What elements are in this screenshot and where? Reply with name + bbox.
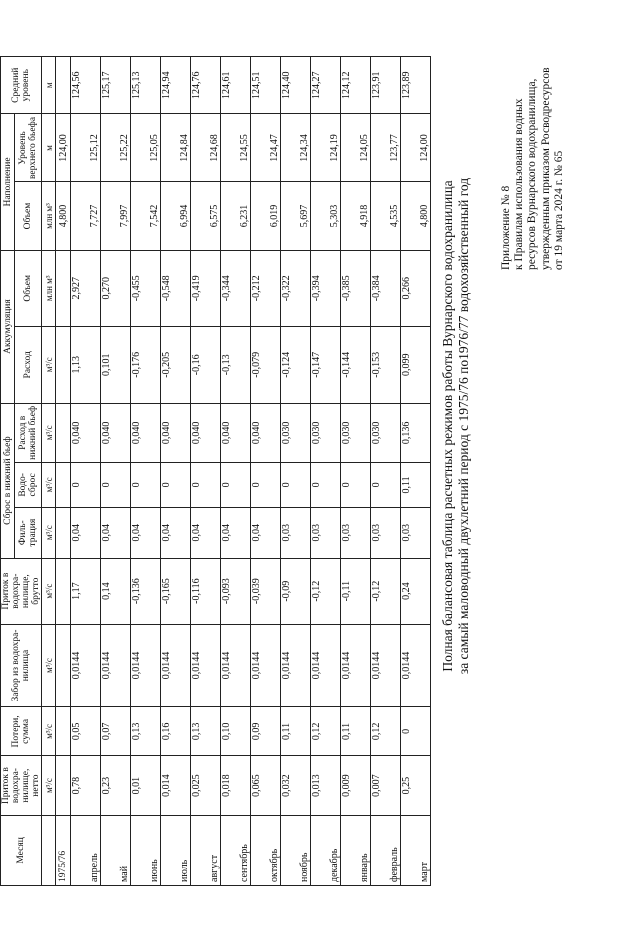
year-label: 1975/76	[56, 815, 71, 885]
appendix-line: от 19 марта 2024 г. № 65	[552, 150, 565, 270]
appendix-line: Приложение № 8	[500, 185, 512, 270]
header-inflow-net: Приток в водохра-нилище, нетто	[1, 756, 42, 816]
units-cell: м	[42, 57, 56, 114]
cell-month: декабрь	[311, 815, 341, 885]
units-cell: м³/с	[42, 756, 56, 816]
cell-upper-level: 124,84	[161, 114, 191, 182]
cell-inflow-net: 0,23	[101, 756, 131, 816]
units-row	[42, 57, 56, 886]
cell-upper-level: 125,22	[101, 114, 131, 182]
header-filtration: Филь-трация	[15, 507, 42, 558]
cell-withdrawal: 0,0144	[191, 624, 221, 707]
table-row	[131, 57, 161, 886]
cell-upper-level: 125,12	[71, 114, 101, 182]
cell-accum-volume: -0,322	[281, 250, 311, 327]
header-fill-group: Наполнение	[1, 114, 15, 250]
cell-withdrawal: 0,0144	[401, 624, 431, 707]
header-flow-lower: Расход в нижний бьеф	[15, 403, 42, 463]
cell-filtration: 0,04	[131, 507, 161, 558]
balance-table-wrapper	[0, 56, 432, 886]
cell-accum-flow: -0,147	[311, 327, 341, 404]
cell-month: март	[401, 815, 431, 885]
cell-accum-flow: -0,153	[371, 327, 401, 404]
cell-inflow-net: 0,013	[311, 756, 341, 816]
cell-avg-level: 124,40	[281, 57, 311, 114]
title-line-1: Полная балансовая таблица расчетных режимов работы Вурнарского водохранилища	[440, 180, 455, 672]
table-row	[221, 57, 251, 886]
cell-filtration: 0,04	[191, 507, 221, 558]
cell-inflow-net: 0,78	[71, 756, 101, 816]
cell-upper-level: 124,47	[251, 114, 281, 182]
cell-losses: 0,11	[281, 707, 311, 756]
cell-accum-volume: -0,385	[341, 250, 371, 327]
header-inflow-gross: Приток в водохра-нилище, брутто	[1, 558, 42, 624]
cell-inflow-net: 0,018	[221, 756, 251, 816]
appendix-line: к Правилам использования водных	[513, 98, 526, 270]
header-avg-level: Средний уровень	[1, 57, 42, 114]
cell-flow-lower: 0,030	[281, 403, 311, 463]
cell-upper-level: 125,05	[131, 114, 161, 182]
header-accum-flow: Расход	[15, 327, 42, 404]
header-upper-level: Уровень верхнего бьефа	[15, 114, 42, 182]
cell-inflow-gross: 0,14	[101, 558, 131, 624]
cell-fill-volume: 6,994	[161, 182, 191, 250]
cell-filtration: 0,04	[251, 507, 281, 558]
cell-month: октябрь	[251, 815, 281, 885]
cell-flow-lower: 0,136	[401, 403, 431, 463]
header-row-1	[1, 57, 15, 886]
cell-flow-lower: 0,040	[221, 403, 251, 463]
cell-inflow-gross: -0,039	[251, 558, 281, 624]
units-cell: м³/с	[42, 403, 56, 463]
cell-spillway: 0	[131, 463, 161, 508]
cell-losses: 0,10	[221, 707, 251, 756]
cell-accum-volume: -0,455	[131, 250, 161, 327]
cell-inflow-gross: -0,093	[221, 558, 251, 624]
cell-inflow-gross: 1,17	[71, 558, 101, 624]
cell-withdrawal: 0,0144	[281, 624, 311, 707]
cell-withdrawal: 0,0144	[221, 624, 251, 707]
table-row	[401, 57, 431, 886]
units-cell: млн м³	[42, 250, 56, 327]
cell-accum-flow: -0,144	[341, 327, 371, 404]
cell-avg-level: 125,13	[131, 57, 161, 114]
cell-inflow-net: 0,25	[401, 756, 431, 816]
cell-avg-level: 124,51	[251, 57, 281, 114]
cell-flow-lower: 0,040	[71, 403, 101, 463]
cell-inflow-gross: -0,165	[161, 558, 191, 624]
cell-losses: 0,09	[251, 707, 281, 756]
cell-accum-volume: 2,927	[71, 250, 101, 327]
cell-fill-volume: 6,231	[221, 182, 251, 250]
header-fill-volume: Объем	[15, 182, 42, 250]
cell-month: апрель	[71, 815, 101, 885]
cell-inflow-net: 0,01	[131, 756, 161, 816]
cell-inflow-gross: -0,116	[191, 558, 221, 624]
cell-fill-volume: 6,019	[251, 182, 281, 250]
cell-month: август	[191, 815, 221, 885]
appendix-note	[500, 10, 566, 270]
cell-avg-level: 124,94	[161, 57, 191, 114]
cell-filtration: 0,03	[341, 507, 371, 558]
header-spillway: Водо-сброс	[15, 463, 42, 508]
units-cell: м³/с	[42, 558, 56, 624]
cell-accum-flow: -0,13	[221, 327, 251, 404]
cell-avg-level: 125,17	[101, 57, 131, 114]
cell-flow-lower: 0,040	[131, 403, 161, 463]
cell-avg-level: 123,89	[401, 57, 431, 114]
year-row	[56, 57, 71, 886]
cell-losses: 0	[401, 707, 431, 756]
cell-fill-volume: 4,800	[401, 182, 431, 250]
cell-filtration: 0,03	[401, 507, 431, 558]
cell-spillway: 0	[371, 463, 401, 508]
title-line-2: за самый маловодный двухлетний период с 1975/76 по1976/77 водохозяйственный год	[455, 177, 471, 675]
table-row	[341, 57, 371, 886]
cell-inflow-net: 0,025	[191, 756, 221, 816]
cell-filtration: 0,04	[101, 507, 131, 558]
table-row	[71, 57, 101, 886]
cell-avg-level: 123,91	[371, 57, 401, 114]
cell-month: февраль	[371, 815, 401, 885]
cell-spillway: 0	[251, 463, 281, 508]
cell-fill-volume: 7,542	[131, 182, 161, 250]
cell-month: сентябрь	[221, 815, 251, 885]
cell-avg-level: 124,12	[341, 57, 371, 114]
cell-accum-flow: 0,099	[401, 327, 431, 404]
cell-accum-flow: -0,176	[131, 327, 161, 404]
cell-spillway: 0	[221, 463, 251, 508]
cell-accum-flow: 0,101	[101, 327, 131, 404]
cell-accum-flow: -0,205	[161, 327, 191, 404]
cell-spillway: 0	[341, 463, 371, 508]
cell-withdrawal: 0,0144	[131, 624, 161, 707]
units-cell: м³/с	[42, 707, 56, 756]
document-title	[440, 76, 471, 776]
cell-spillway: 0	[161, 463, 191, 508]
cell-filtration: 0,04	[71, 507, 101, 558]
cell-filtration: 0,03	[311, 507, 341, 558]
cell-accum-flow: 1,13	[71, 327, 101, 404]
appendix-line: ресурсов Вурнарского водохранилища,	[526, 78, 539, 270]
cell-withdrawal: 0,0144	[71, 624, 101, 707]
table-row	[251, 57, 281, 886]
cell-upper-level: 124,05	[341, 114, 371, 182]
cell-month: июнь	[131, 815, 161, 885]
cell-filtration: 0,03	[371, 507, 401, 558]
cell-fill-volume: 4,535	[371, 182, 401, 250]
cell-fill-volume: 5,697	[281, 182, 311, 250]
cell-inflow-net: 0,009	[341, 756, 371, 816]
cell-upper-level: 124,19	[311, 114, 341, 182]
cell-accum-volume: 0,266	[401, 250, 431, 327]
appendix-line: утвержденным приказом Росводресурсов	[539, 67, 552, 270]
cell-inflow-gross: -0,11	[341, 558, 371, 624]
cell-fill-volume: 7,727	[71, 182, 101, 250]
cell-withdrawal: 0,0144	[341, 624, 371, 707]
cell-avg-level: 124,27	[311, 57, 341, 114]
cell-upper-level: 124,68	[191, 114, 221, 182]
cell-month: январь	[341, 815, 371, 885]
table-row	[191, 57, 221, 886]
cell-withdrawal: 0,0144	[251, 624, 281, 707]
cell-inflow-net: 0,065	[251, 756, 281, 816]
cell-flow-lower: 0,040	[101, 403, 131, 463]
cell-flow-lower: 0,030	[311, 403, 341, 463]
cell-inflow-gross: -0,136	[131, 558, 161, 624]
cell-filtration: 0,04	[161, 507, 191, 558]
cell-inflow-net: 0,032	[281, 756, 311, 816]
cell-withdrawal: 0,0144	[371, 624, 401, 707]
cell-inflow-net: 0,014	[161, 756, 191, 816]
cell-month: май	[101, 815, 131, 885]
cell-losses: 0,11	[341, 707, 371, 756]
header-month: Месяц	[1, 815, 42, 885]
cell-upper-level: 123,77	[371, 114, 401, 182]
header-accumulation-group: Аккумуляция	[1, 250, 15, 403]
header-discharge-group: Сброс в нижний бьеф	[1, 403, 15, 558]
cell-accum-volume: -0,548	[161, 250, 191, 327]
cell-month: ноябрь	[281, 815, 311, 885]
cell-losses: 0,13	[131, 707, 161, 756]
cell-inflow-gross: -0,12	[311, 558, 341, 624]
table-row	[311, 57, 341, 886]
cell-inflow-gross: 0,24	[401, 558, 431, 624]
initial-fill-volume: 4,800	[56, 182, 71, 250]
cell-accum-volume: -0,344	[221, 250, 251, 327]
cell-fill-volume: 4,918	[341, 182, 371, 250]
cell-accum-flow: -0,124	[281, 327, 311, 404]
header-withdrawal: Забор из водохра-нилища	[1, 624, 42, 707]
cell-accum-volume: -0,394	[311, 250, 341, 327]
cell-losses: 0,13	[191, 707, 221, 756]
table-row	[371, 57, 401, 886]
balance-table	[0, 56, 431, 886]
cell-withdrawal: 0,0144	[311, 624, 341, 707]
cell-accum-volume: -0,419	[191, 250, 221, 327]
cell-losses: 0,07	[101, 707, 131, 756]
cell-losses: 0,05	[71, 707, 101, 756]
cell-withdrawal: 0,0144	[101, 624, 131, 707]
cell-filtration: 0,03	[281, 507, 311, 558]
cell-upper-level: 124,34	[281, 114, 311, 182]
cell-filtration: 0,04	[221, 507, 251, 558]
table-row	[281, 57, 311, 886]
cell-spillway: 0,11	[401, 463, 431, 508]
cell-fill-volume: 5,303	[311, 182, 341, 250]
cell-inflow-gross: -0,12	[371, 558, 401, 624]
table-row	[161, 57, 191, 886]
units-cell: м³/с	[42, 507, 56, 558]
cell-spillway: 0	[71, 463, 101, 508]
header-losses: Потери, сумма	[1, 707, 42, 756]
cell-avg-level: 124,61	[221, 57, 251, 114]
units-cell: м³/с	[42, 463, 56, 508]
cell-flow-lower: 0,030	[371, 403, 401, 463]
cell-fill-volume: 6,575	[191, 182, 221, 250]
cell-flow-lower: 0,040	[191, 403, 221, 463]
units-cell: м³/с	[42, 327, 56, 404]
cell-flow-lower: 0,040	[161, 403, 191, 463]
cell-upper-level: 124,55	[221, 114, 251, 182]
cell-spillway: 0	[191, 463, 221, 508]
cell-losses: 0,16	[161, 707, 191, 756]
cell-fill-volume: 7,997	[101, 182, 131, 250]
cell-upper-level: 124,00	[401, 114, 431, 182]
cell-avg-level: 124,76	[191, 57, 221, 114]
cell-accum-flow: -0,16	[191, 327, 221, 404]
cell-inflow-gross: -0,09	[281, 558, 311, 624]
units-cell: млн м³	[42, 182, 56, 250]
cell-spillway: 0	[311, 463, 341, 508]
cell-accum-volume: -0,384	[371, 250, 401, 327]
cell-accum-volume: 0,270	[101, 250, 131, 327]
cell-losses: 0,12	[311, 707, 341, 756]
cell-accum-volume: -0,212	[251, 250, 281, 327]
cell-spillway: 0	[281, 463, 311, 508]
units-cell: м	[42, 114, 56, 182]
cell-flow-lower: 0,040	[251, 403, 281, 463]
cell-withdrawal: 0,0144	[161, 624, 191, 707]
cell-flow-lower: 0,030	[341, 403, 371, 463]
units-cell-empty	[42, 815, 56, 885]
units-cell: м³/с	[42, 624, 56, 707]
initial-upper-level: 124,00	[56, 114, 71, 182]
cell-accum-flow: -0,079	[251, 327, 281, 404]
table-row	[101, 57, 131, 886]
cell-spillway: 0	[101, 463, 131, 508]
cell-losses: 0,12	[371, 707, 401, 756]
cell-avg-level: 124,56	[71, 57, 101, 114]
cell-month: июль	[161, 815, 191, 885]
header-accum-volume: Объем	[15, 250, 42, 327]
cell-inflow-net: 0,007	[371, 756, 401, 816]
